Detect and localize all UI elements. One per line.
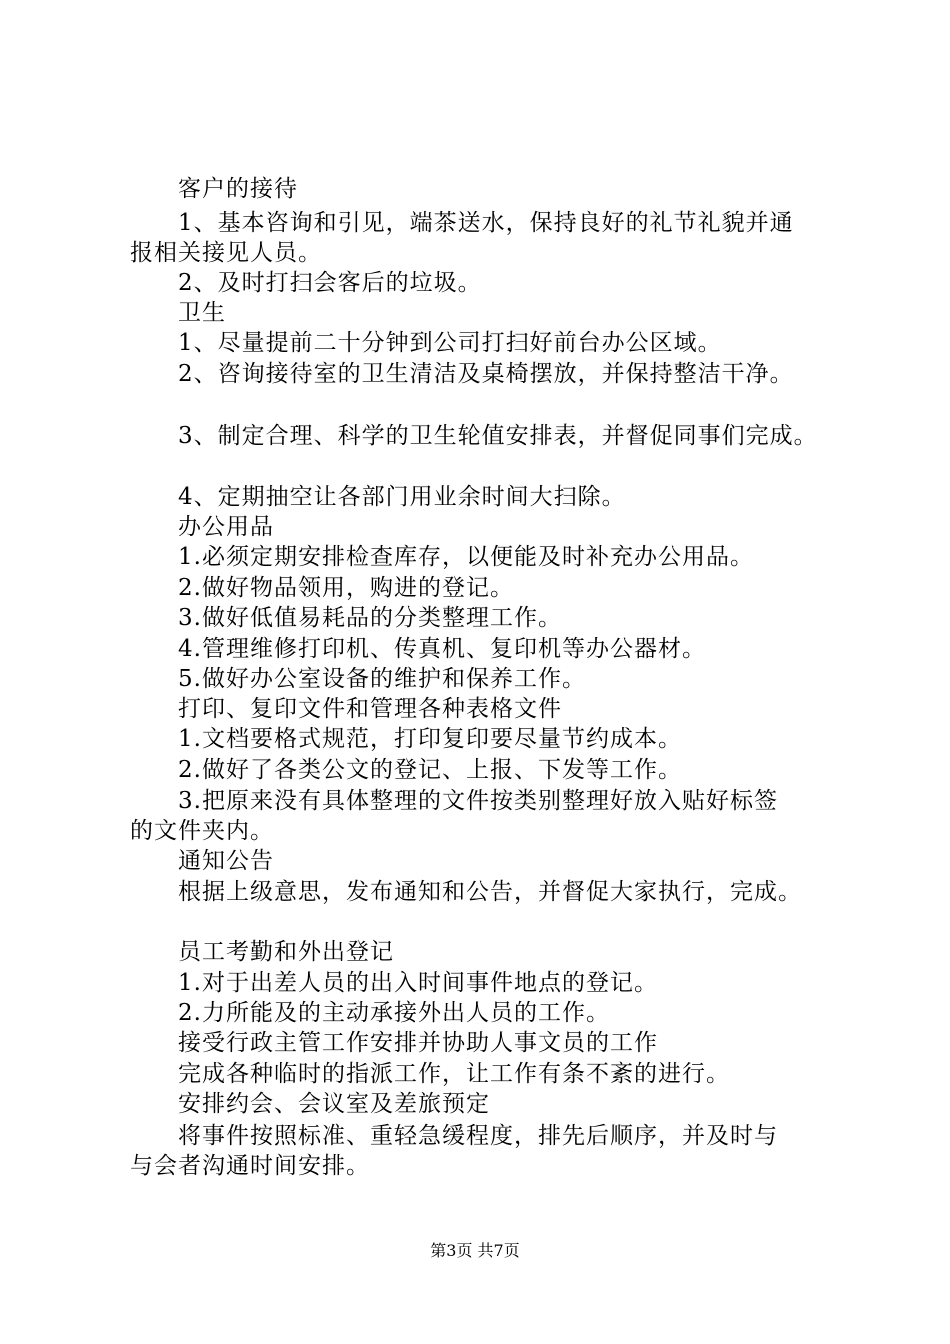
section-heading-admin: 接受行政主管工作安排并协助人事文员的工作 [178, 1030, 658, 1056]
section-heading-office-supplies: 办公用品 [178, 514, 274, 540]
text-line: 4、定期抽空让各部门用业余时间大扫除。 [178, 484, 626, 510]
text-line: 2.做好了各类公文的登记、上报、下发等工作。 [178, 757, 682, 783]
text-line: 将事件按照标准、重轻急缓程度，排先后顺序，并及时与 [178, 1123, 778, 1149]
text-line: 2.做好物品领用，购进的登记。 [178, 575, 514, 601]
text-line: 2.力所能及的主动承接外出人员的工作。 [178, 1000, 610, 1026]
text-line: 4.管理维修打印机、传真机、复印机等办公器材。 [178, 636, 706, 662]
section-heading-attendance: 员工考勤和外出登记 [178, 939, 394, 965]
text-line: 完成各种临时的指派工作，让工作有条不紊的进行。 [178, 1061, 730, 1087]
text-line: 1、尽量提前二十分钟到公司打扫好前台办公区域。 [178, 330, 722, 356]
text-line: 根据上级意思，发布通知和公告，并督促大家执行，完成。 [178, 879, 802, 905]
text-line: 1.对于出差人员的出入时间事件地点的登记。 [178, 970, 658, 996]
section-heading-hygiene: 卫生 [178, 300, 226, 326]
text-line: 1、基本咨询和引见，端茶送水，保持良好的礼节礼貌并通 [178, 210, 794, 236]
text-line: 1.文档要格式规范，打印复印要尽量节约成本。 [178, 726, 682, 752]
text-line: 3.做好低值易耗品的分类整理工作。 [178, 605, 562, 631]
text-line: 的文件夹内。 [130, 818, 274, 844]
section-heading-notices: 通知公告 [178, 848, 274, 874]
text-line: 3、制定合理、科学的卫生轮值安排表，并督促同事们完成。 [178, 423, 818, 449]
section-heading-appointments: 安排约会、会议室及差旅预定 [178, 1091, 490, 1117]
text-line: 5.做好办公室设备的维护和保养工作。 [178, 666, 586, 692]
text-line: 与会者沟通时间安排。 [130, 1153, 370, 1179]
section-heading-printing: 打印、复印文件和管理各种表格文件 [178, 696, 562, 722]
section-heading-reception: 客户的接待 [178, 176, 298, 202]
text-line: 2、咨询接待室的卫生清洁及桌椅摆放，并保持整洁干净。 [178, 361, 794, 387]
text-line: 2、及时打扫会客后的垃圾。 [178, 270, 482, 296]
text-line: 1.必须定期安排检查库存，以便能及时补充办公用品。 [178, 544, 754, 570]
page-number-footer: 第3页 共7页 [430, 1241, 520, 1260]
text-line: 3.把原来没有具体整理的文件按类别整理好放入贴好标签 [178, 788, 778, 814]
text-line: 报相关接见人员。 [130, 240, 322, 266]
